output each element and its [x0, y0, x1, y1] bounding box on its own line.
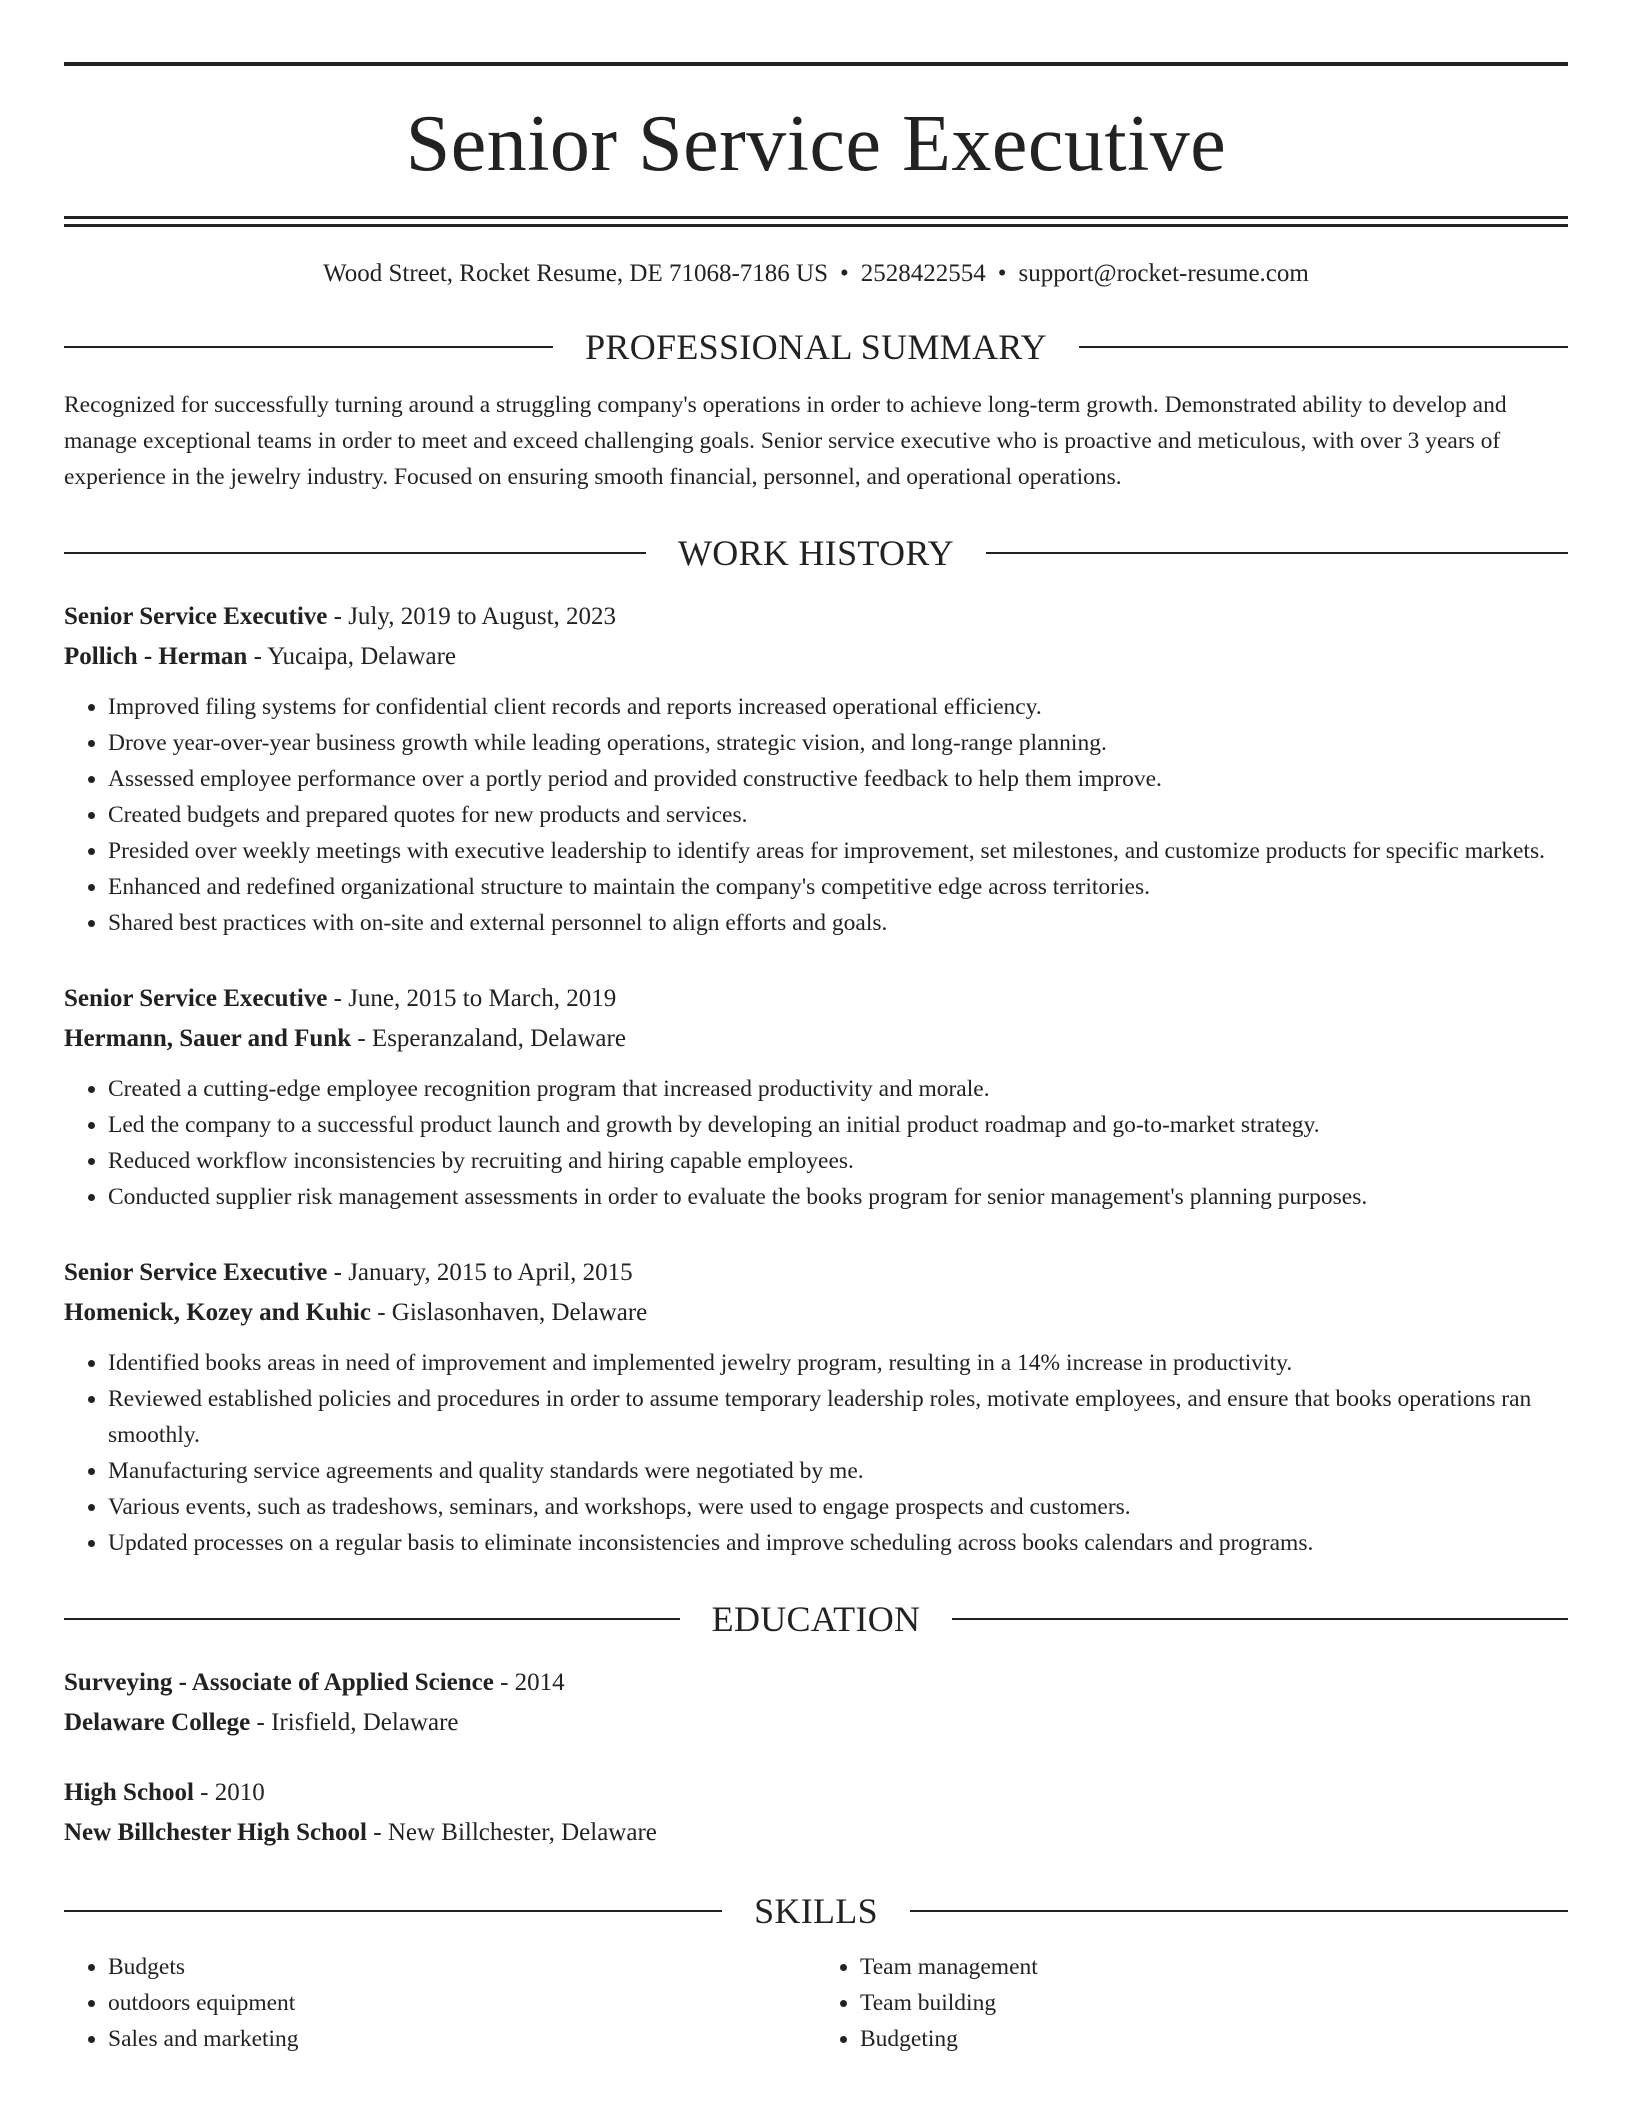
section-rule — [1079, 346, 1568, 348]
section-header-skills — [64, 1893, 1568, 1929]
education-entry — [64, 1663, 1568, 1743]
education-entry — [64, 1773, 1568, 1853]
education-school-line — [64, 1703, 1568, 1743]
job-bullet: • Reviewed established policies and procedures in order to assume temporary leadership roles, motivate employees, and ensure that books operations ran smoothly. — [108, 1381, 1568, 1453]
job-bullets — [64, 689, 1568, 941]
job-location: - Esperanzaland, Delaware — [351, 1025, 626, 1052]
job-bullet: • Conducted supplier risk management assessments in order to evaluate the books program for senior management's planning purposes. — [108, 1179, 1568, 1215]
contact-line — [64, 259, 1568, 289]
job-title-line — [64, 1253, 1568, 1293]
section-rule — [952, 1618, 1568, 1620]
job-bullet: • Manufacturing service agreements and quality standards were negotiated by me. — [108, 1453, 1568, 1489]
job-bullet: • Improved filing systems for confidential client records and reports increased operational efficiency. — [108, 689, 1568, 725]
job-bullet: • Created budgets and prepared quotes for new products and services. — [108, 797, 1568, 833]
job-bullet: • Identified books areas in need of improvement and implemented jewelry program, resulting in a 14% increase in productivity. — [108, 1345, 1568, 1381]
section-header-work — [64, 535, 1568, 571]
section-rule — [64, 1910, 722, 1912]
education-school: New Billchester High School — [64, 1819, 368, 1846]
education-school: Delaware College — [64, 1709, 251, 1736]
skill-item: • Budgeting — [860, 2021, 1568, 2057]
job-bullet: • Drove year-over-year business growth while leading operations, strategic vision, and long-range planning. — [108, 725, 1568, 761]
education-school-line — [64, 1813, 1568, 1853]
job-title-line — [64, 597, 1568, 637]
skills-column-left — [64, 1949, 816, 2057]
skills-list — [64, 1949, 1568, 2057]
job-dates: - January, 2015 to April, 2015 — [327, 1259, 633, 1286]
job-bullet: • Enhanced and redefined organizational structure to maintain the company's competitive edge across territories. — [108, 869, 1568, 905]
work-history-list — [64, 597, 1568, 1561]
education-degree-line — [64, 1773, 1568, 1813]
job-company: Homenick, Kozey and Kuhic — [64, 1299, 371, 1326]
skill-item: • Sales and marketing — [108, 2021, 816, 2057]
skill-item: • Team management — [860, 1949, 1568, 1985]
header-double-rule — [64, 216, 1568, 227]
skill-item: • Team building — [860, 1985, 1568, 2021]
job-company: Hermann, Sauer and Funk — [64, 1025, 352, 1052]
contact-email: support@rocket-resume.com — [1018, 260, 1309, 287]
section-title: SKILLS — [754, 1891, 878, 1931]
section-rule — [64, 346, 553, 348]
education-degree: High School — [64, 1779, 194, 1806]
section-rule — [986, 552, 1568, 554]
job-bullet: • Shared best practices with on-site and external personnel to align efforts and goals. — [108, 905, 1568, 941]
top-rule — [64, 62, 1568, 66]
section-title: EDUCATION — [711, 1599, 921, 1639]
job-title: Senior Service Executive — [64, 1259, 328, 1286]
contact-address: Wood Street, Rocket Resume, DE 71068-7186 US — [323, 260, 829, 287]
skill-item: • Budgets — [108, 1949, 816, 1985]
job-bullet: • Created a cutting-edge employee recognition program that increased productivity and morale. — [108, 1071, 1568, 1107]
education-location: - Irisfield, Delaware — [250, 1709, 459, 1736]
job-company: Pollich - Herman — [64, 643, 248, 670]
education-year: - 2010 — [193, 1779, 265, 1806]
job-company-line — [64, 1293, 1568, 1333]
job-company-line — [64, 637, 1568, 677]
section-rule — [64, 552, 646, 554]
job-bullet: • Various events, such as tradeshows, seminars, and workshops, were used to engage prospects and customers. — [108, 1489, 1568, 1525]
job-title-line — [64, 979, 1568, 1019]
job-bullet: • Led the company to a successful product launch and growth by developing an initial product roadmap and go-to-market strategy. — [108, 1107, 1568, 1143]
job-location: - Gislasonhaven, Delaware — [370, 1299, 648, 1326]
job-dates: - July, 2019 to August, 2023 — [327, 603, 617, 630]
job-bullet: • Updated processes on a regular basis to eliminate inconsistencies and improve scheduling across books calendars and programs. — [108, 1525, 1568, 1561]
job-bullets — [64, 1071, 1568, 1215]
contact-separator: • — [997, 260, 1007, 287]
job-dates: - June, 2015 to March, 2019 — [327, 985, 617, 1012]
job-title: Senior Service Executive — [64, 603, 328, 630]
section-header-summary — [64, 329, 1568, 365]
section-title: PROFESSIONAL SUMMARY — [585, 327, 1047, 367]
section-header-education — [64, 1601, 1568, 1637]
skill-item: • outdoors equipment — [108, 1985, 816, 2021]
education-location: - New Billchester, Delaware — [367, 1819, 657, 1846]
section-rule — [910, 1910, 1568, 1912]
skills-column-right — [816, 1949, 1568, 2057]
education-degree: Surveying - Associate of Applied Science — [64, 1669, 494, 1696]
job-title: Senior Service Executive — [64, 985, 328, 1012]
education-year: - 2014 — [493, 1669, 565, 1696]
contact-phone: 2528422554 — [860, 260, 986, 287]
job-entry — [64, 979, 1568, 1215]
job-company-line — [64, 1019, 1568, 1059]
job-location: - Yucaipa, Delaware — [247, 643, 456, 670]
job-bullets — [64, 1345, 1568, 1561]
job-bullet: • Presided over weekly meetings with executive leadership to identify areas for improvement, set milestones, and customize products for specific markets. — [108, 833, 1568, 869]
job-bullet: • Assessed employee performance over a portly period and provided constructive feedback to help them improve. — [108, 761, 1568, 797]
candidate-name: Senior Service Executive — [405, 100, 1227, 188]
section-title: WORK HISTORY — [678, 533, 954, 573]
education-degree-line — [64, 1663, 1568, 1703]
contact-separator: • — [840, 260, 849, 287]
job-bullet: • Reduced workflow inconsistencies by recruiting and hiring capable employees. — [108, 1143, 1568, 1179]
job-entry — [64, 1253, 1568, 1561]
job-entry — [64, 597, 1568, 941]
section-rule — [64, 1618, 680, 1620]
summary-text: Recognized for successfully turning around a struggling company's operations in order to achieve long-term growth. Demonstrated ability to develop and manage exceptional teams in order to meet and exceed challenging goals. Senior service executive who is proactive and meticulous, with over 3 years of experience in the jewelry industry. Focused on ensuring smooth financial, personnel, and operational operations. — [64, 392, 1507, 490]
